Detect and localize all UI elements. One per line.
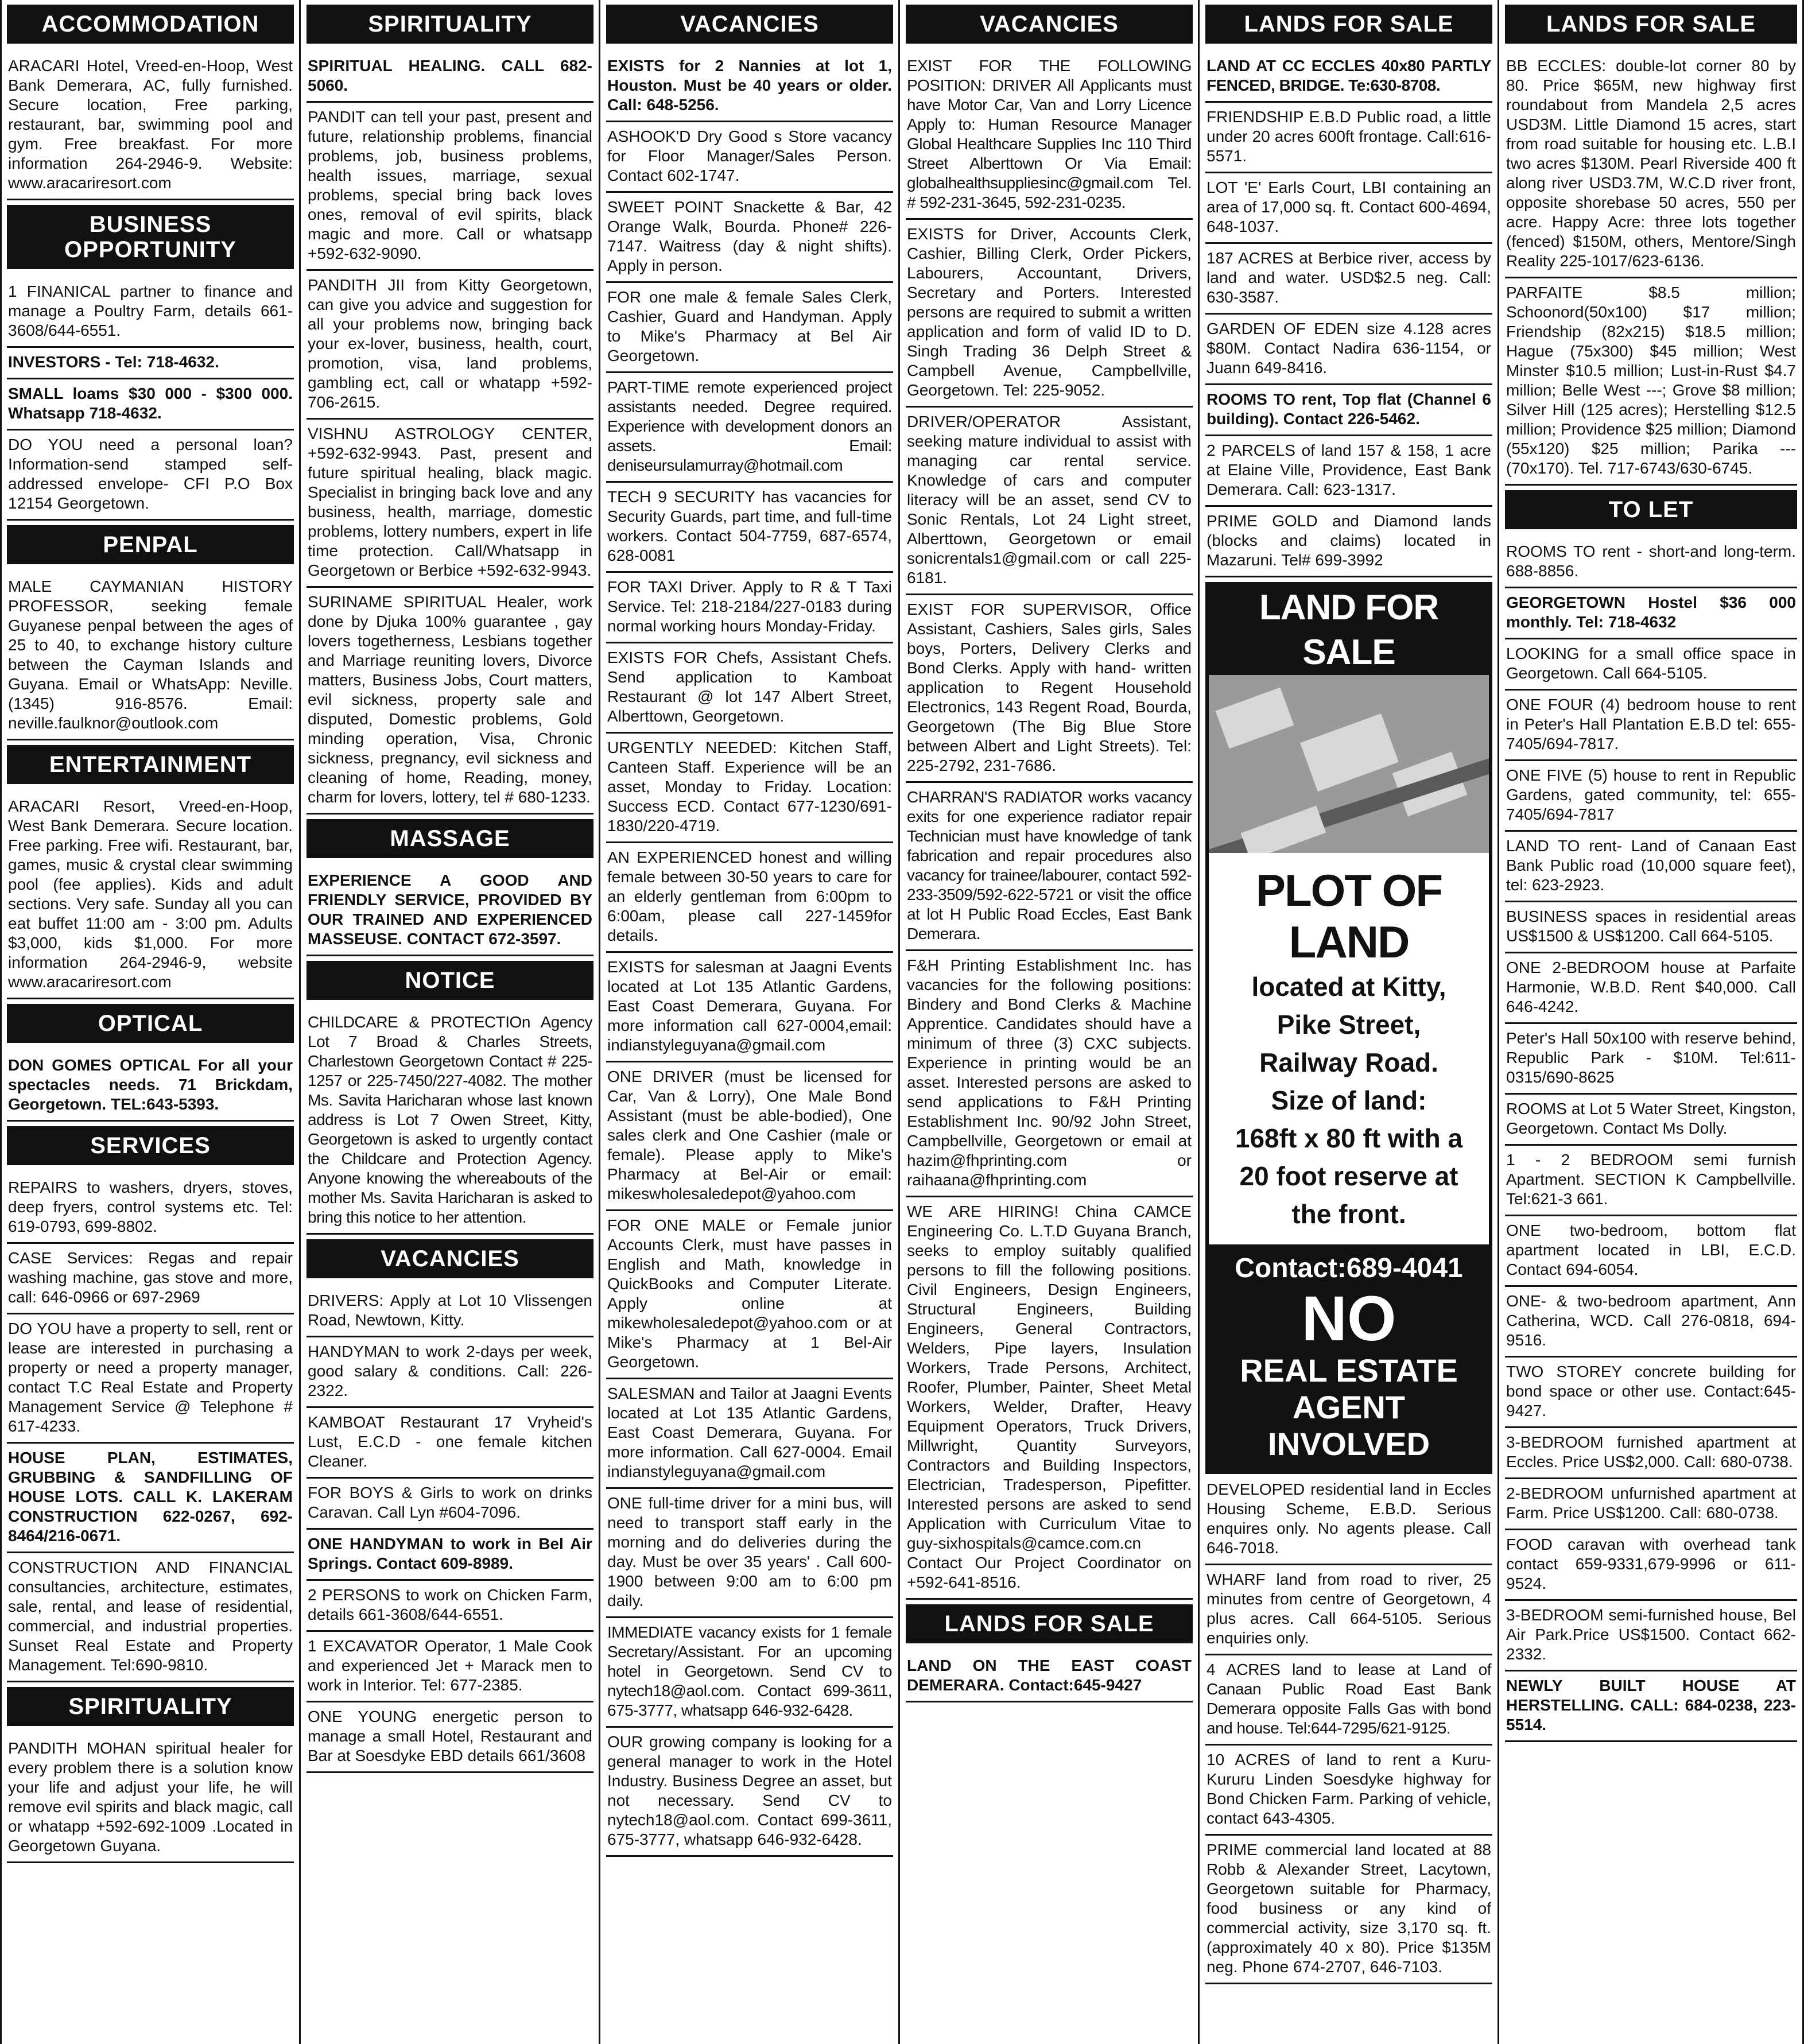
- aerial-land-photo: [1209, 675, 1489, 853]
- section-header-entertainment: ENTERTAINMENT: [7, 745, 294, 784]
- classified-ad: VISHNU ASTROLOGY CENTER, +592-632-9943. Past, present and future spiritual healing, black magic. Specialist in bringing back love and any business, health, marriage, domestic problems, lottery numbers, expert in life time protection. Call/Whatsapp in Georgetown or Berbice +592-632-9943.: [307, 424, 593, 588]
- column-5: [1202, 0, 1496, 2044]
- classified-ad: DEVELOPED residential land in Eccles Housing Scheme, E.B.D. Serious enquires only. No agents please. Call 646-7018.: [1205, 1480, 1492, 1565]
- classified-ad: 2 PARCELS of land 157 & 158, 1 acre at Elaine Ville, Providence, East Bank Demerara. Call: 623-1317.: [1205, 441, 1492, 507]
- plot-line: the front.: [1291, 1199, 1406, 1229]
- section-header-optical: OPTICAL: [7, 1004, 294, 1043]
- classified-ad: FOR TAXI Driver. Apply to R & T Taxi Service. Tel: 218-2184/227-0183 during normal working hours Monday-Friday.: [606, 577, 893, 643]
- classified-ad: EXIST FOR SUPERVISOR, Office Assistant, Cashiers, Sales girls, Sales boys, Porters, Delivery Clerks and Bond Clerks. Apply with hand- written application to Regent Household Electronics, 143 Regent Road, Bourda, Georgetown (The Big Blue Store between Albert and Light Streets). Tel: 225-2792, 231-7686.: [906, 600, 1193, 783]
- column-2: [303, 0, 597, 2044]
- classified-ad: ARACARI Resort, Vreed-en-Hoop, West Bank Demerara. Secure location. Free parking. Free wifi. Restaurant, bar, games, music & crystal clear swimming pool (fee applies). Kids and adult sections. Very safe. Sunday all you can eat buffet 11:00 am - 3:00 pm. Adults $3,000, kids $1,000. For more information 264-2946-9, website www.aracariresort.com: [7, 797, 294, 999]
- classified-ad: FOR ONE MALE or Female junior Accounts Clerk, must have passes in English and Math, knowledge in QuickBooks and Computer Literate. Apply online at mikewholesaledepot@yahoo.com or at Mike's Pharmacy at 1 Bel-Air Georgetown.: [606, 1216, 893, 1379]
- classified-ad: LOOKING for a small office space in Georgetown. Call 664-5105.: [1505, 644, 1797, 691]
- classified-ad: DO YOU have a property to sell, rent or lease are interested in purchasing a property or need a property manager, contact T.C Real Estate and Property Management Service @ Telephone # 617-4233.: [7, 1319, 294, 1444]
- classified-ad: HANDYMAN to work 2-days per week, good salary & conditions. Call: 226-2322.: [307, 1342, 593, 1408]
- classified-ad: 4 ACRES land to lease at Land of Canaan Public Road East Bank Demerara opposite Falls Gas with bond and house. Tel:644-7295/621-9125.: [1205, 1660, 1492, 1746]
- section-header-vacancies: VACANCIES: [307, 1239, 593, 1278]
- classified-ad: SWEET POINT Snackette & Bar, 42 Orange Walk, Bourda. Phone# 226-7147. Waitress (day & night shifts). Apply in person.: [606, 197, 893, 283]
- classified-ad: GEORGETOWN Hostel $36 000 monthly. Tel: 718-4632: [1505, 593, 1797, 639]
- classified-ad: ASHOOK'D Dry Good s Store vacancy for Floor Manager/Sales Person. Contact 602-1747.: [606, 127, 893, 193]
- classified-ad: NEWLY BUILT HOUSE AT HERSTELLING. CALL: 684-0238, 223-5514.: [1505, 1676, 1797, 1742]
- classified-ad: Peter's Hall 50x100 with reserve behind, Republic Park - $10M. Tel:611-0315/690-8625: [1505, 1029, 1797, 1095]
- classified-ad: LAND AT CC ECCLES 40x80 PARTLY FENCED, BRIDGE. Te:630-8708.: [1205, 56, 1492, 103]
- column-6: [1502, 0, 1801, 2044]
- column-rule: [0, 0, 2, 2044]
- classified-ad: 187 ACRES at Berbice river, access by land and water. USD$2.5 neg. Call: 630-3587.: [1205, 249, 1492, 315]
- section-header-spirituality: SPIRITUALITY: [307, 5, 593, 44]
- classified-ad: PANDITH MOHAN spiritual healer for every problem there is a solution know your life and adjust your life, he will remove evil spirits and black magic, call or whatapp +592-692-1009 .Located in Georgetown Guyana.: [7, 1739, 294, 1863]
- agent-line: REAL ESTATE: [1240, 1352, 1458, 1388]
- classified-ad: 2 PERSONS to work on Chicken Farm, details 661-3608/644-6551.: [307, 1585, 593, 1632]
- classified-ad: ONE 2-BEDROOM house at Parfaite Harmonie, W.B.D. Rent $40,000. Call 646-4242.: [1505, 958, 1797, 1024]
- column-rule: [299, 0, 301, 2044]
- classified-ad: CHARRAN'S RADIATOR works vacancy exits for one experience radiator repair Technician must have knowledge of tank fabrication and repair procedures also vacancy for trainee/labourer, contact 592-233-3509/592-622-5721 or visit the office at lot H Public Road Eccles, East Bank Demerara.: [906, 788, 1193, 951]
- classified-ad: BB ECCLES: double-lot corner 80 by 80. Price $65M, new highway first roundabout from Mandela 2,5 acres USD3M. Little Diamond 15 acres, start from road suitable for housing etc. L.B.I two acres $130M. Pearl Riverside 400 ft along river USD3.7M, W.C.D river front, opposite shorebase 50 acres, 550 per acre. Happy Acre: three lots together (fenced) $150M, others, Mentore/Singh Reality 225-1017/623-6136.: [1505, 56, 1797, 278]
- classified-ad: 1 FINANICAL partner to finance and manage a Poultry Farm, details 661-3608/644-6551.: [7, 282, 294, 348]
- section-header-to-let: TO LET: [1505, 490, 1797, 529]
- classified-ad: WE ARE HIRING! China CAMCE Engineering Co. L.T.D Guyana Branch, seeks to employ suitably qualified persons to fill the following positions. Civil Engineers, Design Engineers, Structural Engineers, Building Engineers, General Contractors, Welders, Pipe layers, Insulation Workers, Trade Persons, Architect, Roofer, Plumber, Painter, Sheet Metal Workers, Welder, Drafter, Heavy Equipment Operators, Truck Drivers, Millwright, Quantity Surveyors, Contractors and Building Inspectors, Electrician, Tradesperson, Pipefitter. Interested persons are asked to send Application with Curriculum Vitae to guy-sixhospitals@camce.com.cn Contact Our Project Coordinator on +592-641-8516.: [906, 1202, 1193, 1600]
- classified-ad: CHILDCARE & PROTECTIOn Agency Lot 7 Broad & Charles Streets, Charlestown Georgetown Contact # 225-1257 or 225-7450/227-4082. The mother Ms. Savita Haricharan whose last known address is Lot 7 Owen Street, Kitty, Georgetown is asked to urgently contact the Childcare and Protection Agency. Anyone knowing the whereabouts of the mother Ms. Savita Haricharan is asked to bring this notice to her attention.: [307, 1013, 593, 1235]
- classified-ad: 1 EXCAVATOR Operator, 1 Male Cook and experienced Jet + Marack men to work in Interior. Tel: 677-2385.: [307, 1636, 593, 1702]
- display-ad-plot: [1209, 853, 1489, 1244]
- classified-ad: FRIENDSHIP E.B.D Public road, a little under 20 acres 600ft frontage. Call:616-5571.: [1205, 107, 1492, 173]
- display-ad-contact: [1209, 1244, 1489, 1471]
- classified-ad: ONE YOUNG energetic person to manage a small Hotel, Restaurant and Bar at Soesdyke EBD details 661/3608: [307, 1707, 593, 1773]
- section-header-business-opportunity: BUSINESS OPPORTUNITY: [7, 205, 294, 269]
- classified-ad: MALE CAYMANIAN HISTORY PROFESSOR, seeking female Guyanese penpal between the ages of 25 to 40, to exchange history culture between the Cayman Islands and Guyana. Email or WhatsApp: Neville. (1345) 916-8576. Email: neville.faulknor@outlook.com: [7, 577, 294, 740]
- classified-ad: LOT 'E' Earls Court, LBI containing an area of 17,000 sq. ft. Contact 600-4694, 648-1037.: [1205, 178, 1492, 244]
- column-3: [603, 0, 897, 2044]
- classified-ad: 2-BEDROOM unfurnished apartment at Farm. Price US$1200. Call: 680-0738.: [1505, 1484, 1797, 1530]
- section-header-lands-for-sale: LANDS FOR SALE: [1205, 5, 1492, 44]
- classified-ad: 3-BEDROOM semi-furnished house, Bel Air Park.Price US$1500. Contact 662-2332.: [1505, 1605, 1797, 1671]
- classified-ad: F&H Printing Establishment Inc. has vacancies for the following positions: Bindery and Bond Clerks & Machine Apprentice. Candidates should have a minimum of three (3) CXC subjects. Experience in printing would be an asset. Interested persons are asked to send applications to F&H Printing Establishment Inc. 90/92 John Street, Campbellville, Georgetown or email at hazim@fhprinting.com or raihaana@fhprinting.com: [906, 956, 1193, 1197]
- classified-ad: URGENTLY NEEDED: Kitchen Staff, Canteen Staff. Experience will be an asset, Monday to Friday. Location: Success ECD. Contact 677-1230/691-1830/220-4719.: [606, 738, 893, 843]
- plot-line: Pike Street,: [1277, 1010, 1421, 1040]
- classified-ad: OUR growing company is looking for a general manager to work in the Hotel Industry. Business Degree an asset, but not necessary. Send CV to nytech18@aol.com. Contact 699-3611, 675-3777, whatsapp 646-932-6428.: [606, 1732, 893, 1857]
- display-ad-land-for-sale: [1205, 582, 1492, 1474]
- section-header-lands-for-sale: LANDS FOR SALE: [1505, 5, 1797, 44]
- section-header-spirituality: SPIRITUALITY: [7, 1687, 294, 1726]
- section-header-notice: NOTICE: [307, 961, 593, 1000]
- classified-ad: ONE FOUR (4) bedroom house to rent in Peter's Hall Plantation E.B.D tel: 655-7405/694-7817.: [1505, 695, 1797, 761]
- classified-ad: PARFAITE $8.5 million; Schoonord(50x100) $17 million; Friendship (82x215) $18.5 million; Hague (75x300) $45 million; West Minster $10.5 million; Lust-in-Rust $4.7 million; Belle West ---; Grove $8 million; Silver Hill (125 acres); Herstelling $12.5 million; Providence $25 million; Diamond (55x120) $25 million; Parika --- (70x170). Tel. 717-6743/630-6745.: [1505, 283, 1797, 486]
- classified-ad: DO YOU need a personal loan? Information-send stamped self-addressed envelope- CFI P.O Box 12154 Georgetown.: [7, 435, 294, 521]
- column-rule: [898, 0, 900, 2044]
- agent-line: AGENT INVOLVED: [1267, 1389, 1430, 1462]
- contact-number: Contact:689-4041: [1235, 1253, 1463, 1283]
- classified-ad: ROOMS TO rent, Top flat (Channel 6 building). Contact 226-5462.: [1205, 390, 1492, 436]
- classified-ad: EXISTS for Driver, Accounts Clerk, Cashier, Billing Clerk, Order Pickers, Labourers, Accountant, Drivers, Secretary and Porters. Interested persons are required to submit a written application and form of valid ID to D. Singh Trading 36 Delph Street & Campbell Avenue, Campbellville, Georgetown. Tel: 225-9052.: [906, 224, 1193, 408]
- classified-ad: 1 - 2 BEDROOM semi furnish Apartment. SECTION K Campbellville. Tel:621-3 661.: [1505, 1150, 1797, 1216]
- classified-ad: WHARF land from road to river, 25 minutes from centre of Georgetown, 4 plus acres. Call 664-5105. Serious enquiries only.: [1205, 1570, 1492, 1655]
- section-header-massage: MASSAGE: [307, 819, 593, 858]
- classified-ad: REPAIRS to washers, dryers, stoves, deep fryers, control systems etc. Tel: 619-0793, 699-8802.: [7, 1178, 294, 1244]
- plot-line: located at Kitty,: [1251, 972, 1446, 1002]
- plot-title: PLOT OF LAND: [1256, 865, 1442, 967]
- section-header-lands-for-sale: LANDS FOR SALE: [906, 1604, 1193, 1643]
- classified-ad: ROOMS TO rent - short-and long-term. 688-8856.: [1505, 542, 1797, 588]
- classified-ad: ONE DRIVER (must be licensed for Car, Van & Lorry), One Male Bond Assistant (must be able-bodied), One sales clerk and One Cashier (male or female). Please apply to Mike's Pharmacy at Bel-Air or email: mikeswholesaledepot@yahoo.com: [606, 1067, 893, 1211]
- classified-ad: DRIVER/OPERATOR Assistant, seeking mature individual to assist with managing car rental service. Knowledge of cars and computer literacy will be an asset, send CV to Sonic Rentals, Lot 24 Light street, Alberttown, Georgetown or email sonicrentals1@gmail.com or call 225-6181.: [906, 412, 1193, 595]
- column-rule: [1497, 0, 1499, 2044]
- classified-ad: EXISTS for 2 Nannies at lot 1, Houston. Must be 40 years or older. Call: 648-5256.: [606, 56, 893, 122]
- classified-ad: PART-TIME remote experienced project assistants needed. Degree required. Experience with development donors an assets. Email: deniseursulamurray@hotmail.com: [606, 378, 893, 483]
- classified-ad: FOR one male & female Sales Clerk, Cashier, Guard and Handyman. Apply to Mike's Pharmacy at Bel Air Georgetown.: [606, 288, 893, 373]
- column-rule: [599, 0, 600, 2044]
- classified-ad: TECH 9 SECURITY has vacancies for Security Guards, part time, and full-time workers. Contact 504-7759, 687-6574, 628-0081: [606, 487, 893, 573]
- section-header-services: SERVICES: [7, 1126, 294, 1165]
- classified-ad: GARDEN OF EDEN size 4.128 acres $80M. Contact Nadira 636-1154, or Juann 649-8416.: [1205, 319, 1492, 385]
- no-label: NO: [1301, 1283, 1396, 1354]
- classified-ad: INVESTORS - Tel: 718-4632.: [7, 352, 294, 379]
- plot-line: 20 foot reserve at: [1239, 1161, 1458, 1191]
- classified-ad: ROOMS at Lot 5 Water Street, Kingston, Georgetown. Contact Ms Dolly.: [1505, 1099, 1797, 1146]
- section-header-penpal: PENPAL: [7, 525, 294, 564]
- classified-ad: FOOD caravan with overhead tank contact 659-9331,679-9996 or 611-9524.: [1505, 1535, 1797, 1601]
- classified-ad: SURINAME SPIRITUAL Healer, work done by Djuka 100% guarantee , gay lovers togetherness, Lesbians together and Marriage reuniting lovers, Divorce matters, Business Jobs, Court matters, evil sickness, property sale and disputed, Domestic problems, Gold minding operation, Visa, Chronic sickness, pregnancy, evil sickness and cleaning of home, Reading, money, charm for lovers, lottery, tel # 680-1233.: [307, 592, 593, 815]
- classified-ad: IMMEDIATE vacancy exists for 1 female Secretary/Assistant. For an upcoming hotel in Georgetown. Send CV to nytech18@aol.com. Contact 699-3611, 675-3777, whatsapp 646-932-6428.: [606, 1623, 893, 1728]
- classified-ad: LAND ON THE EAST COAST DEMERARA. Contact:645-9427: [906, 1656, 1193, 1702]
- column-rule: [1198, 0, 1200, 2044]
- classified-ad: 3-BEDROOM furnished apartment at Eccles. Price US$2,000. Call: 680-0738.: [1505, 1433, 1797, 1479]
- classified-ad: 10 ACRES of land to rent a Kuru-Kururu Linden Soesdyke highway for Bond Chicken Farm. Parking of vehicle, contact 643-4305.: [1205, 1750, 1492, 1836]
- classified-ad: SPIRITUAL HEALING. CALL 682-5060.: [307, 56, 593, 103]
- section-header-accommodation: ACCOMMODATION: [7, 5, 294, 44]
- classified-ad: BUSINESS spaces in residential areas US$1500 & US$1200. Call 664-5105.: [1505, 907, 1797, 953]
- classified-ad: EXISTS for salesman at Jaagni Events located at Lot 135 Atlantic Gardens, East Coast Demerara, Guyana. For more information call 627-0004,email: indianstyleguyana@gmail.com: [606, 957, 893, 1062]
- classified-ad: ONE two-bedroom, bottom flat apartment located in LBI, E.C.D. Contact 694-6054.: [1505, 1221, 1797, 1287]
- classified-ad: ONE FIVE (5) house to rent in Republic Gardens, gated community, tel: 655-7405/694-7817: [1505, 766, 1797, 832]
- classified-ad: PRIME commercial land located at 88 Robb & Alexander Street, Lacytown, Georgetown suitable for Pharmacy, food business or any kind of commercial activity, size 3,170 sq. ft. (approximately 40 x 80). Price $135M neg. Phone 674-2707, 646-7103.: [1205, 1840, 1492, 1984]
- section-header-vacancies: VACANCIES: [606, 5, 893, 44]
- classified-ad: CONSTRUCTION AND FINANCIAL consultancies, architecture, estimates, sale, rental, and lease of residential, commercial, and industrial properties. Sunset Real Estate and Property Management. Tel:690-9810.: [7, 1558, 294, 1682]
- classified-ad: KAMBOAT Restaurant 17 Vryheid's Lust, E.C.D - one female kitchen Cleaner.: [307, 1413, 593, 1479]
- classified-ad: PANDIT can tell your past, present and future, relationship problems, financial problems, job, business problems, health issues, marriage, sexual problems, special bring back loves ones, removal of evil spirits, black magic and more. Call or whatsapp +592-632-9090.: [307, 107, 593, 271]
- classified-ad: LAND TO rent- Land of Canaan East Bank Public road (10,000 square feet), tel: 623-2923.: [1505, 836, 1797, 902]
- plot-line: 168ft x 80 ft with a: [1235, 1123, 1463, 1153]
- classified-ad: DON GOMES OPTICAL For all your spectacles needs. 71 Brickdam, Georgetown. TEL:643-5393.: [7, 1056, 294, 1122]
- classified-ad: PRIME GOLD and Diamond lands (blocks and claims) located in Mazaruni. Tel# 699-3992: [1205, 511, 1492, 577]
- classified-ad: TWO STOREY concrete building for bond space or other use. Contact:645-9427.: [1505, 1362, 1797, 1428]
- classified-ad: AN EXPERIENCED honest and willing female between 30-50 years to care for an elderly gentleman from 6:00pm to 6:00am, please call 227-1459for details.: [606, 848, 893, 953]
- display-ad-title: LAND FOR SALE: [1259, 588, 1439, 672]
- classified-ad: ONE full-time driver for a mini bus, will need to transport staff early in the morning and do deliveries during the day. Must be over 35 years' . Call 600-1900 between 9:00 am to 6:00 pm daily.: [606, 1494, 893, 1618]
- classified-ad: EXPERIENCE A GOOD AND FRIENDLY SERVICE, PROVIDED BY OUR TRAINED AND EXPERIENCED MASSEUSE. CONTACT 672-3597.: [307, 871, 593, 956]
- classified-ad: SMALL loams $30 000 - $300 000. Whatsapp 718-4632.: [7, 384, 294, 430]
- classified-ad: ARACARI Hotel, Vreed-en-Hoop, West Bank Demerara, AC, fully furnished. Secure location, Free parking, restaurant, bar, swimming pool and gym. Free breakfast. For more information 264-2946-9. Website: www.aracariresort.com: [7, 56, 294, 200]
- classified-ad: PANDITH JII from Kitty Georgetown, can give you advice and suggestion for all your problems now, bringing back your ex-lover, business, health, court, promotion, visa, land problems, gambling ect, call or whatapp +592-706-2615.: [307, 276, 593, 420]
- classified-ad: EXISTS FOR Chefs, Assistant Chefs. Send application to Kamboat Restaurant @ lot 147 Albert Street, Alberttown, Georgetown.: [606, 648, 893, 734]
- column-1: [3, 0, 297, 2044]
- classified-ad: SALESMAN and Tailor at Jaagni Events located at Lot 135 Atlantic Gardens, East Coast Demerara, Guyana. For more information. Call 627-0004. Email indianstyleguyana@gmail.com: [606, 1384, 893, 1489]
- classified-ad: FOR BOYS & Girls to work on drinks Caravan. Call Lyn #604-7096.: [307, 1483, 593, 1530]
- classified-ad: ONE HANDYMAN to work in Bel Air Springs. Contact 609-8989.: [307, 1534, 593, 1581]
- classified-ad: EXIST FOR THE FOLLOWING POSITION: DRIVER All Applicants must have Motor Car, Van and Lorry Licence Apply to: Human Resource Manager Global Healthcare Supplies Inc 110 Third Street Alberttown Or Via Email: globalhealthsuppliesinc@gmail.com Tel. # 592-231-3645, 592-231-0235.: [906, 56, 1193, 220]
- column-4: [902, 0, 1196, 2044]
- classified-ad: ONE- & two-bedroom apartment, Ann Catherina, WCD. Call 276-0818, 694-9516.: [1505, 1291, 1797, 1358]
- classified-ad: CASE Services: Regas and repair washing machine, gas stove and more, call: 646-0966 or 697-2969: [7, 1248, 294, 1314]
- plot-line: Size of land:: [1271, 1085, 1427, 1115]
- plot-line: Railway Road.: [1259, 1048, 1438, 1077]
- classified-ad: HOUSE PLAN, ESTIMATES, GRUBBING & SANDFILLING OF HOUSE LOTS. CALL K. LAKERAM CONSTRUCTION 622-0267, 692-8464/216-0671.: [7, 1448, 294, 1553]
- classified-ad: DRIVERS: Apply at Lot 10 Vlissengen Road, Newtown, Kitty.: [307, 1291, 593, 1337]
- section-header-vacancies: VACANCIES: [906, 5, 1193, 44]
